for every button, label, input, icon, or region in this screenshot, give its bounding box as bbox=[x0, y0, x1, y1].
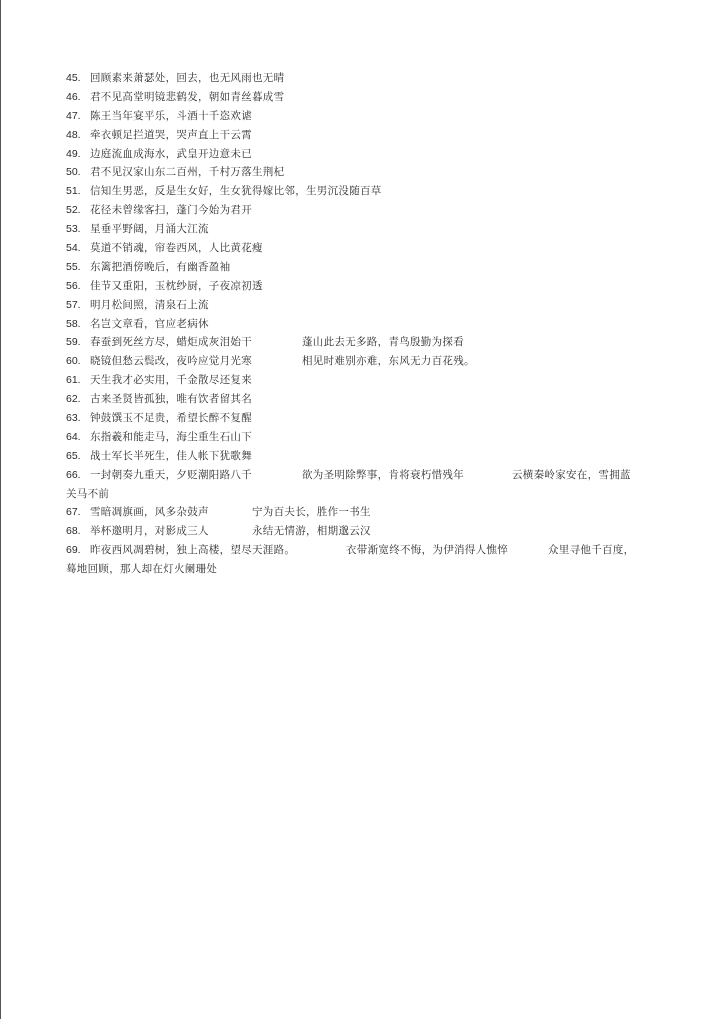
line-number: 59. bbox=[66, 336, 81, 349]
poem-line bbox=[66, 541, 666, 560]
poem-line bbox=[66, 126, 666, 145]
line-text-segment: 钟鼓馔玉不足贵，希望长醉不复醒 bbox=[90, 412, 252, 425]
line-text-segment: 边庭流血成海水，武皇开边意未已 bbox=[90, 147, 252, 160]
line-number: 57. bbox=[66, 298, 81, 311]
line-text-segment: 衣带渐宽终不悔，为伊消得人憔悴 bbox=[346, 544, 508, 557]
line-text-segment: 牵衣顿足拦道哭，哭声直上干云霄 bbox=[90, 128, 252, 141]
poem-line bbox=[66, 315, 666, 334]
poem-line bbox=[66, 296, 666, 315]
line-text-segment: 举杯邀明月，对影成三人 bbox=[90, 525, 209, 538]
poem-line bbox=[66, 145, 666, 164]
line-number: 64. bbox=[66, 430, 81, 443]
line-text-segment: 众里寻他千百度， bbox=[548, 544, 635, 557]
line-number: 68. bbox=[66, 525, 81, 538]
line-number: 46. bbox=[66, 90, 81, 103]
line-number: 65. bbox=[66, 449, 81, 462]
line-text-segment: 古来圣贤皆孤独，唯有饮者留其名 bbox=[90, 393, 252, 406]
line-number: 51. bbox=[66, 185, 81, 198]
line-number: 53. bbox=[66, 223, 81, 236]
line-number: 67. bbox=[66, 506, 81, 519]
poem-line bbox=[66, 107, 666, 126]
poem-line bbox=[66, 239, 666, 258]
poem-line bbox=[66, 409, 666, 428]
line-number: 50. bbox=[66, 166, 81, 179]
line-text-segment: 宁为百夫长，胜作一书生 bbox=[252, 506, 371, 519]
page-left-border bbox=[0, 0, 1, 1019]
poem-line bbox=[66, 428, 666, 447]
line-text-segment: 云横秦岭家安在，雪拥蓝 bbox=[512, 468, 631, 481]
line-text-segment: 欲为圣明除弊事，肯将衰朽惜残年 bbox=[302, 468, 464, 481]
line-text-segment: 陈王当年宴平乐，斗酒十千恣欢谑 bbox=[90, 109, 252, 122]
line-number: 58. bbox=[66, 317, 81, 330]
poem-line bbox=[66, 201, 666, 220]
line-text-segment: 星垂平野阔，月涌大江流 bbox=[90, 223, 209, 236]
line-number: 47. bbox=[66, 109, 81, 122]
line-number: 49. bbox=[66, 147, 81, 160]
line-number: 63. bbox=[66, 412, 81, 425]
line-number: 61. bbox=[66, 374, 81, 387]
poem-line bbox=[66, 371, 666, 390]
line-text-segment: 蓬山此去无多路，青鸟殷勤为探看 bbox=[302, 336, 464, 349]
line-text-segment: 信知生男恶，反是生女好，生女犹得嫁比邻，生男沉没随百草 bbox=[90, 185, 382, 198]
line-text-segment: 昨夜西风凋碧树，独上高楼，望尽天涯路。 bbox=[90, 544, 296, 557]
line-text-segment: 春蚕到死丝方尽，蜡炬成灰泪始干 bbox=[90, 336, 252, 349]
poem-line bbox=[66, 447, 666, 466]
line-text-segment: 名岂文章看，官应老病休 bbox=[90, 317, 209, 330]
poem-line bbox=[66, 182, 666, 201]
line-number: 48. bbox=[66, 128, 81, 141]
line-text-segment: 莫道不销魂，帘卷西风，人比黄花瘦 bbox=[90, 242, 263, 255]
line-text-segment: 回顾素来萧瑟处，回去，也无风雨也无晴 bbox=[90, 72, 285, 84]
poem-line bbox=[66, 163, 666, 182]
poem-line bbox=[66, 258, 666, 277]
line-text-segment: 花径未曾缘客扫，蓬门今始为君开 bbox=[90, 204, 252, 217]
poem-line bbox=[66, 220, 666, 239]
poem-line-continuation bbox=[66, 485, 666, 504]
line-text-segment: 明月松间照，清泉石上流 bbox=[90, 298, 209, 311]
line-text-segment: 东指羲和能走马，海尘重生石山下 bbox=[90, 430, 252, 443]
line-text-segment: 君不见高堂明镜悲鹤发，朝如青丝暮成雪 bbox=[90, 90, 285, 103]
line-number: 62. bbox=[66, 393, 81, 406]
line-number: 45. bbox=[66, 72, 81, 84]
poem-line bbox=[66, 88, 666, 107]
line-text-segment: 东篱把酒傍晚后，有幽香盈袖 bbox=[90, 260, 231, 273]
line-text-segment: 永结无情游，相期邈云汉 bbox=[252, 525, 371, 538]
poem-line bbox=[66, 503, 666, 522]
line-text-segment: 君不见汉家山东二百州，千村万落生荆杞 bbox=[90, 166, 285, 179]
line-text-segment: 佳节又重阳，玉枕纱厨，子夜凉初透 bbox=[90, 279, 263, 292]
line-number: 56. bbox=[66, 279, 81, 292]
poem-line bbox=[66, 277, 666, 296]
poem-line bbox=[66, 69, 666, 88]
line-number: 54. bbox=[66, 242, 81, 255]
line-text-segment: 相见时难别亦难，东风无力百花残。 bbox=[302, 355, 475, 368]
line-number: 55. bbox=[66, 260, 81, 273]
line-continuation-text: 关马不前 bbox=[66, 487, 110, 500]
poem-line bbox=[66, 333, 666, 352]
line-text-segment: 晓镜但愁云鬓改，夜吟应觉月光寒 bbox=[90, 355, 252, 368]
line-text-segment: 一封朝奏九重天，夕贬潮阳路八千 bbox=[90, 468, 252, 481]
line-number: 69. bbox=[66, 544, 81, 557]
line-text-segment: 战士军长半死生，佳人帐下犹歌舞 bbox=[90, 449, 252, 462]
line-text-segment: 雪暗凋旗画，风多杂鼓声 bbox=[90, 506, 209, 519]
poem-line bbox=[66, 352, 666, 371]
poem-line-list bbox=[66, 69, 666, 579]
line-continuation-text: 蓦地回顾，那人却在灯火阑珊处 bbox=[66, 563, 218, 576]
line-text-segment: 天生我才必实用，千金散尽还复来 bbox=[90, 374, 252, 387]
poem-line-continuation bbox=[66, 560, 666, 579]
line-number: 60. bbox=[66, 355, 81, 368]
line-number: 52. bbox=[66, 204, 81, 217]
line-number: 66. bbox=[66, 468, 81, 481]
poem-line bbox=[66, 466, 666, 485]
poem-line bbox=[66, 522, 666, 541]
poem-line bbox=[66, 390, 666, 409]
